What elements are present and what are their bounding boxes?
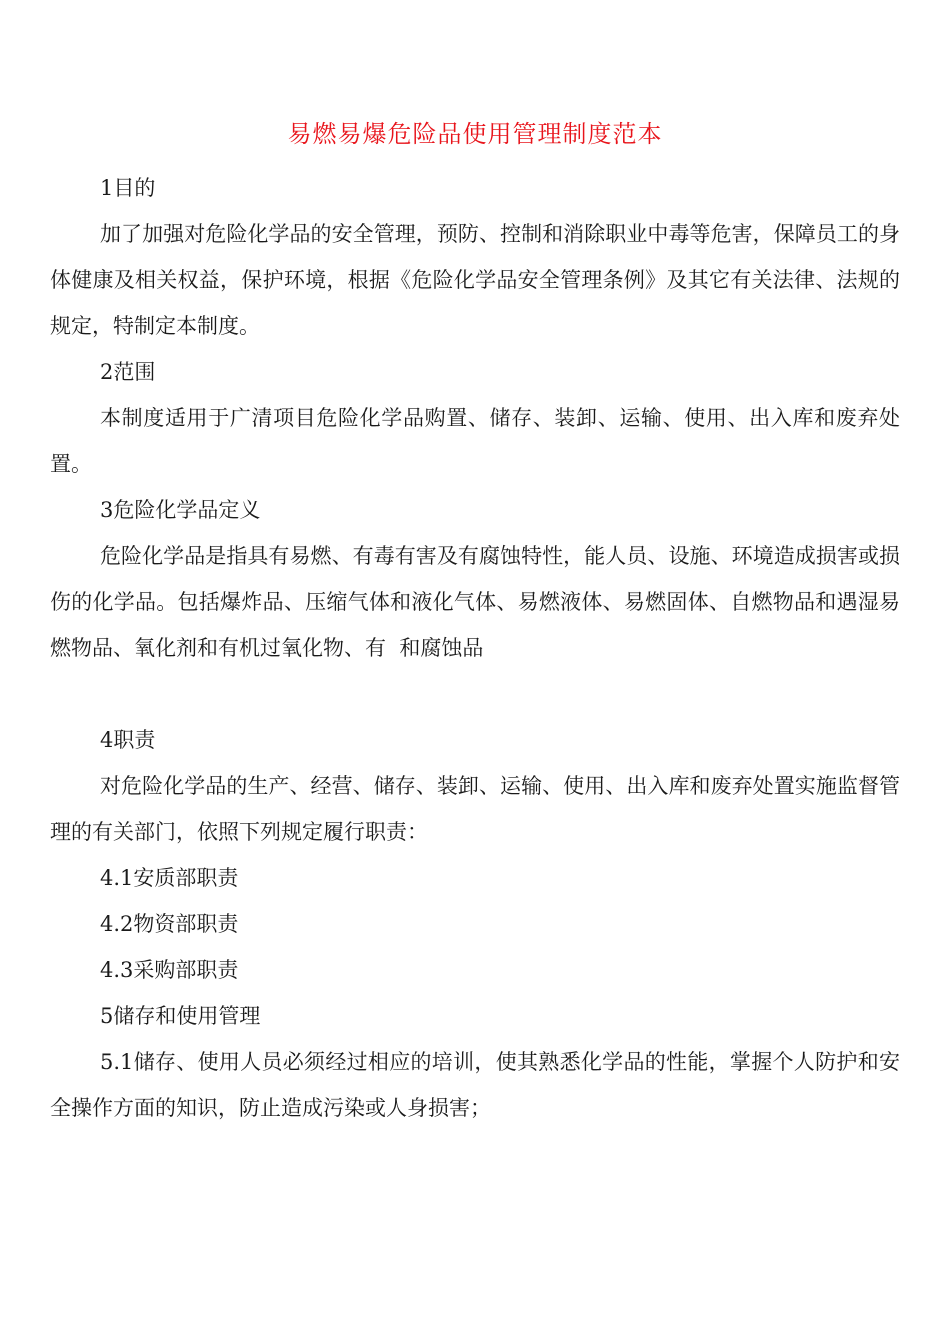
section-4-body: 对危险化学品的生产、经营、储存、装卸、运输、使用、出入库和废弃处置实施监督管理的有关部门，依照下列规定履行职责： bbox=[50, 774, 900, 844]
section-3-heading: 3危险化学品定义 bbox=[100, 498, 261, 522]
section-5-1-body: 5.1储存、使用人员必须经过相应的培训，使其熟悉化学品的性能，掌握个人防护和安全操作方面的知识，防止造成污染或人身损害； bbox=[50, 1050, 900, 1120]
section-4-3-item: 4.3采购部职责 bbox=[100, 958, 239, 982]
section-2-heading: 2范围 bbox=[100, 360, 156, 384]
section-3-body: 危险化学品是指具有易燃、有毒有害及有腐蚀特性，能人员、设施、环境造成损害或损伤的化学品。包括爆炸品、压缩气体和液化气体、易燃液体、易燃固体、自燃物品和遇湿易燃物品、氧化剂和有机过氧化物、有 和腐蚀品 bbox=[50, 544, 900, 660]
section-1-body: 加了加强对危险化学品的安全管理，预防、控制和消除职业中毒等危害，保障员工的身体健康及相关权益，保护环境，根据《危险化学品安全管理条例》及其它有关法律、法规的规定，特制定本制度。 bbox=[50, 222, 900, 338]
document-body bbox=[50, 165, 900, 1131]
section-5-heading: 5储存和使用管理 bbox=[100, 1004, 261, 1028]
document-title: 易燃易爆危险品使用管理制度范本 bbox=[287, 120, 663, 148]
blank-line bbox=[50, 671, 900, 717]
section-4-1-item: 4.1安质部职责 bbox=[100, 866, 239, 890]
section-1-heading: 1目的 bbox=[100, 176, 156, 200]
section-4-heading: 4职责 bbox=[100, 728, 156, 752]
section-4-2-item: 4.2物资部职责 bbox=[100, 912, 239, 936]
section-2-body: 本制度适用于广清项目危险化学品购置、储存、装卸、运输、使用、出入库和废弃处置。 bbox=[50, 406, 900, 476]
